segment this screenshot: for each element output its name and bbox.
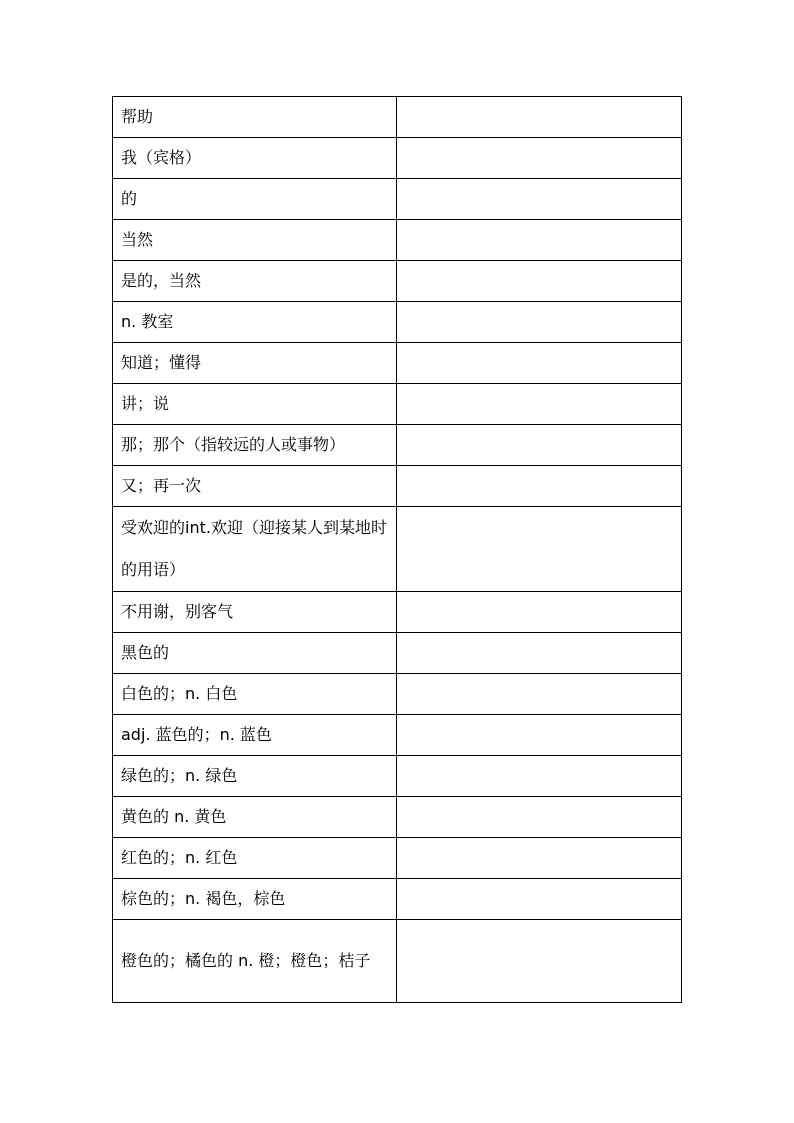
meaning-cell: 绿色的；n. 绿色 (113, 756, 397, 797)
meaning-cell: 橙色的；橘色的 n. 橙；橙色；桔子 (113, 920, 397, 1003)
meaning-cell: 黑色的 (113, 633, 397, 674)
meaning-cell: adj. 蓝色的；n. 蓝色 (113, 715, 397, 756)
answer-cell (397, 97, 682, 138)
table-row (113, 384, 682, 425)
answer-cell (397, 507, 682, 592)
table-row (113, 97, 682, 138)
meaning-cell: n. 教室 (113, 302, 397, 343)
answer-cell (397, 715, 682, 756)
meaning-cell: 是的，当然 (113, 261, 397, 302)
table-row (113, 633, 682, 674)
table-row (113, 179, 682, 220)
answer-cell (397, 838, 682, 879)
answer-cell (397, 920, 682, 1003)
table-row (113, 343, 682, 384)
meaning-cell: 不用谢，别客气 (113, 592, 397, 633)
table-row (113, 674, 682, 715)
table-row (113, 425, 682, 466)
table-row (113, 838, 682, 879)
table-row (113, 879, 682, 920)
meaning-cell: 知道；懂得 (113, 343, 397, 384)
table-row (113, 507, 682, 592)
meaning-cell: 棕色的；n. 褐色，棕色 (113, 879, 397, 920)
meaning-cell: 的 (113, 179, 397, 220)
table-row (113, 302, 682, 343)
meaning-cell: 受欢迎的int.欢迎（迎接某人到某地时的用语） (113, 507, 397, 592)
answer-cell (397, 592, 682, 633)
answer-cell (397, 138, 682, 179)
meaning-cell: 黄色的 n. 黄色 (113, 797, 397, 838)
meaning-cell: 又；再一次 (113, 466, 397, 507)
answer-cell (397, 384, 682, 425)
table-row (113, 466, 682, 507)
meaning-cell: 讲；说 (113, 384, 397, 425)
meaning-cell: 那；那个（指较远的人或事物） (113, 425, 397, 466)
table-row (113, 138, 682, 179)
table-row (113, 592, 682, 633)
meaning-cell: 红色的；n. 红色 (113, 838, 397, 879)
meaning-cell: 当然 (113, 220, 397, 261)
answer-cell (397, 261, 682, 302)
answer-cell (397, 220, 682, 261)
answer-cell (397, 674, 682, 715)
vocabulary-table (112, 96, 682, 1003)
answer-cell (397, 466, 682, 507)
answer-cell (397, 797, 682, 838)
table-row (113, 797, 682, 838)
answer-cell (397, 179, 682, 220)
table-row (113, 920, 682, 1003)
table-row (113, 756, 682, 797)
answer-cell (397, 425, 682, 466)
answer-cell (397, 343, 682, 384)
answer-cell (397, 633, 682, 674)
answer-cell (397, 879, 682, 920)
meaning-cell: 帮助 (113, 97, 397, 138)
table-row (113, 261, 682, 302)
meaning-cell: 白色的；n. 白色 (113, 674, 397, 715)
meaning-cell: 我（宾格） (113, 138, 397, 179)
answer-cell (397, 302, 682, 343)
answer-cell (397, 756, 682, 797)
table-row (113, 220, 682, 261)
table-row (113, 715, 682, 756)
